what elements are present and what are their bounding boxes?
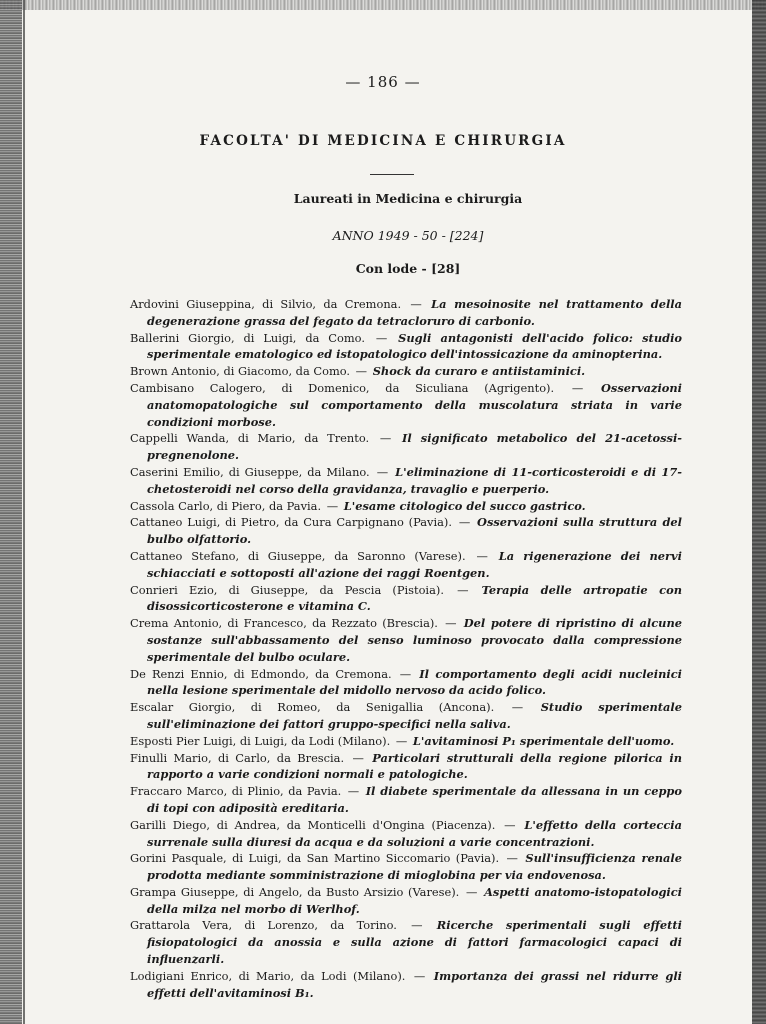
graduate-name: De Renzi Ennio, di Edmondo, da Cremona. — [130, 666, 392, 681]
thesis-title: Studio sperimentale sull'eliminazione dei fattori gruppo-specifici nella saliva. — [147, 700, 683, 731]
graduate-name: Lodigiani Enrico, di Mario, da Lodi (Milano). — [130, 968, 406, 983]
list-item — [130, 917, 682, 967]
entry-separator: — — [323, 498, 342, 513]
thesis-title: Importanza dei grassi nel ridurre gli effetti dell'avitaminosi B₁. — [147, 968, 682, 1000]
thesis-title: L'esame citologico del succo gastrico. — [343, 498, 586, 513]
graduate-name: Fraccaro Marco, di Plinio, da Pavia. — [130, 784, 342, 799]
scan-edge-right — [752, 0, 766, 1024]
graduate-name: Grampa Giuseppe, di Angelo, da Busto Arsizio (Varese). — [130, 884, 460, 899]
scan-edge-top — [0, 0, 766, 10]
list-item — [130, 464, 682, 498]
thesis-title: Particolari strutturali della regione pilorica in rapporto a varie condizioni normali e patologiche. — [147, 750, 682, 782]
entry-separator: — — [393, 666, 418, 681]
graduate-name: Garilli Diego, di Andrea, da Monticelli d'Ongina (Piacenza). — [130, 817, 496, 832]
thesis-title: Il diabete sperimentale da allessana in un ceppo di topi con adiposità ereditaria. — [147, 784, 682, 815]
thesis-title: Osservazioni sulla struttura del bulbo olfattorio. — [147, 515, 682, 547]
graduate-name: Caserini Emilio, di Giuseppe, da Milano. — [130, 464, 370, 479]
entry-separator: — — [403, 297, 430, 311]
entry-separator: — — [366, 330, 397, 345]
entry-separator: — — [371, 464, 394, 479]
thesis-title: L'eliminazione di 11-corticosteroidi e di 17-chetosteroidi nel corso della gravidanza, travaglio e puerperio. — [147, 464, 682, 496]
thesis-title: Aspetti anatomo-istopatologici della milza nel morbo di Werlhof. — [147, 884, 683, 916]
entry-separator: — — [392, 733, 411, 748]
list-item — [130, 850, 682, 884]
graduate-name: Esposti Pier Luigi, di Luigi, da Lodi (Milano). — [130, 733, 391, 748]
graduate-name: Cattaneo Stefano, di Giuseppe, da Saronno (Varese). — [130, 548, 466, 563]
graduate-name: Crema Antonio, di Francesco, da Rezzato (Brescia). — [130, 616, 438, 631]
graduate-name: Cattaneo Luigi, di Pietro, da Cura Carpignano (Pavia). — [130, 515, 452, 530]
list-item — [130, 296, 682, 330]
list-item — [130, 817, 682, 851]
entry-separator: — — [497, 817, 523, 832]
thesis-title: Ricerche sperimentali sugli effetti fisiopatologici da anossia e sulla azione di fattori farmacologici capaci di influenzarli. — [147, 918, 682, 967]
list-item — [130, 363, 682, 380]
entry-separator: — — [352, 364, 371, 379]
graduate-name: Finulli Mario, di Carlo, da Brescia. — [130, 750, 345, 765]
list-item — [130, 615, 682, 665]
list-item — [130, 330, 682, 364]
scan-edge-left — [0, 0, 22, 1024]
graduate-name: Ardovini Giuseppina, di Silvio, da Cremona. — [130, 297, 402, 311]
entry-separator: — — [343, 784, 364, 799]
thesis-title: Sull'insufficienza renale prodotta mediante somministrazione di mioglobina per via endovenosa. — [147, 851, 683, 883]
list-item — [130, 430, 682, 464]
thesis-title: Osservazioni anatomopatologiche sul comportamento della muscolatura striata in varie condizioni morbose. — [147, 380, 682, 429]
thesis-title: L'effetto della corteccia surrenale sulla diuresi da acqua e da soluzioni a varie concentrazioni. — [147, 817, 682, 849]
entry-separator: — — [501, 851, 524, 866]
scan-edge-left-line — [23, 0, 25, 1024]
list-item — [130, 733, 682, 750]
entry-separator: — — [346, 750, 371, 765]
list-item — [130, 380, 682, 430]
list-item — [130, 750, 682, 784]
list-item — [130, 666, 682, 700]
thesis-title: Il comportamento degli acidi nucleinici nella lesione sperimentale del midollo nervoso da acido folico. — [147, 666, 682, 698]
entry-separator: — — [439, 616, 462, 631]
list-item — [130, 884, 682, 918]
entry-separator: — — [496, 700, 539, 715]
list-item — [130, 548, 682, 582]
entry-separator: — — [467, 548, 497, 563]
academic-year: ANNO 1949 - 50 - [224] — [332, 228, 484, 243]
list-item — [130, 699, 682, 733]
thesis-title: Il significato metabolico del 21-acetossi-pregnenolone. — [147, 431, 682, 463]
entry-separator: — — [371, 431, 401, 446]
graduate-list — [130, 296, 682, 1001]
entry-separator: — — [407, 968, 432, 983]
page-number: — 186 — — [345, 73, 421, 91]
list-item — [130, 968, 682, 1002]
thesis-title: La mesoinosite nel trattamento della degenerazione grassa del fegato da tetracloruro di carbonio. — [147, 297, 682, 328]
graduate-name: Grattarola Vera, di Lorenzo, da Torino. — [130, 918, 397, 933]
graduate-name: Escalar Giorgio, di Romeo, da Senigallia (Ancona). — [130, 700, 495, 715]
thesis-title: Sugli antagonisti dell'acido folico: studio sperimentale ematologico ed istopatologico dell'intossicazione da aminopterina. — [147, 330, 682, 362]
graduate-name: Cassola Carlo, di Piero, da Pavia. — [130, 498, 322, 513]
graduate-name: Cambisano Calogero, di Domenico, da Siculiana (Agrigento). — [130, 380, 555, 395]
thesis-title: L'avitaminosi P₁ sperimentale dell'uomo. — [412, 733, 675, 748]
heading-rule — [370, 174, 414, 175]
thesis-title: Terapia delle artropatie con disossicorticosterone e vitamina C. — [147, 582, 682, 614]
list-item — [130, 783, 682, 817]
entry-separator: — — [556, 380, 599, 395]
graduate-name: Conrieri Ezio, di Giuseppe, da Pescia (Pistoia). — [130, 582, 444, 597]
list-item — [130, 498, 682, 515]
graduate-name: Brown Antonio, di Giacomo, da Como. — [130, 364, 351, 379]
honors-heading: Con lode - [28] — [355, 261, 461, 276]
entry-separator: — — [461, 884, 483, 899]
list-item — [130, 514, 682, 548]
graduate-name: Gorini Pasquale, di Luigi, da San Martino Siccomario (Pavia). — [130, 851, 500, 866]
graduate-name: Cappelli Wanda, di Mario, da Trento. — [130, 431, 370, 446]
thesis-title: Del potere di ripristino di alcune sostanze sull'abbassamento del senso luminoso provocato dalla compressione sperimentale del bulbo oculare. — [147, 616, 682, 664]
graduate-name: Ballerini Giorgio, di Luigi, da Como. — [130, 330, 365, 345]
faculty-heading: FACOLTA' DI MEDICINA E CHIRURGIA — [199, 133, 567, 149]
thesis-title: La rigenerazione dei nervi schiacciati e sottoposti all'azione dei raggi Roentgen. — [147, 548, 682, 580]
entry-separator: — — [398, 918, 435, 933]
entry-separator: — — [453, 515, 476, 530]
thesis-title: Shock da curaro e antiistaminici. — [372, 364, 586, 379]
entry-separator: — — [445, 582, 480, 597]
list-item — [130, 582, 682, 616]
degree-heading: Laureati in Medicina e chirurgia — [293, 191, 523, 206]
